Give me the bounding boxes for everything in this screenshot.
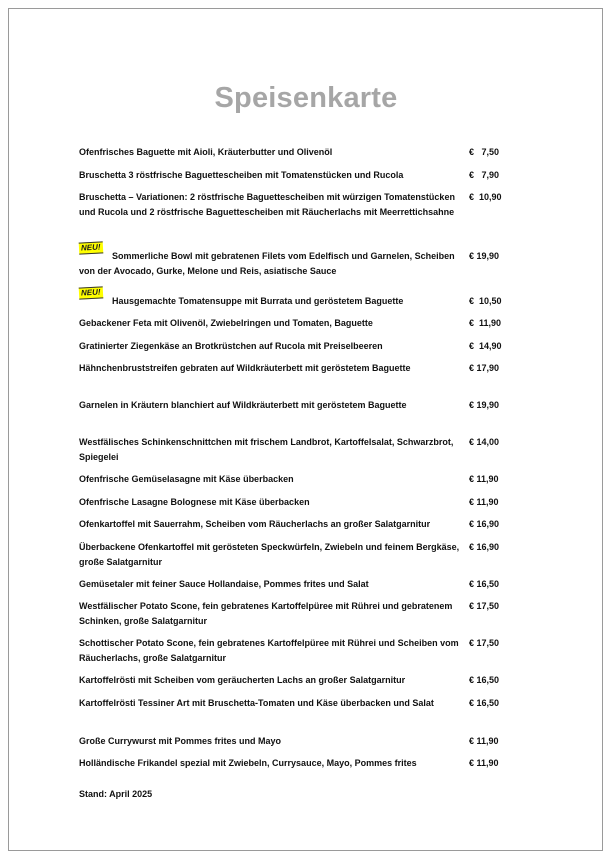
menu-item-description <box>79 145 461 160</box>
menu-item-description <box>79 540 461 570</box>
menu-item-price: € 10,50 <box>469 296 502 306</box>
menu-item-description <box>79 361 461 376</box>
menu-item-description <box>79 495 461 510</box>
menu-item-price: € 17,50 <box>469 638 500 648</box>
menu-item-price: € 7,50 <box>469 147 500 157</box>
menu-item-name: Ofenfrisches Baguette mit Aioli, Kräuterbutter und Olivenöl <box>79 147 333 157</box>
menu-item-description <box>79 242 461 279</box>
menu-item-price: € 16,50 <box>469 698 500 708</box>
menu-item-description <box>79 517 461 532</box>
menu-item-name: Große Currywurst mit Pommes frites und Mayo <box>79 736 282 746</box>
menu-item-description <box>79 398 461 413</box>
menu-item-description <box>79 673 461 688</box>
page-title: Speisenkarte <box>214 82 398 114</box>
menu-item-details: Bergkäse, große Salatgarnitur <box>79 542 460 567</box>
menu-item-price: € 10,90 <box>469 192 502 202</box>
new-badge-label: NEU! <box>79 286 103 299</box>
menu-item-details: Scheiben von der Avocado, Gurke, Melone und Reis, asiatische Sauce <box>79 251 455 276</box>
menu-item-price: € 19,90 <box>469 251 500 261</box>
menu-item-description <box>79 190 461 220</box>
menu-item-name: Hausgemachte Tomatensuppe mit Burrata und geröstetem Baguette <box>112 296 404 306</box>
menu-item-name: Garnelen in Kräutern blanchiert auf Wildkräuterbett mit geröstetem <box>79 400 366 410</box>
stand-date: Stand: April 2025 <box>79 789 153 799</box>
menu-item-price: € 11,90 <box>469 736 499 746</box>
menu-item-name: Ofenfrische Lasagne Bolognese mit Käse überbacken <box>79 497 310 507</box>
menu-item-name: Westfälisches Schinkenschnittchen mit frischem Landbrot, Kartoffelsalat, <box>79 437 395 447</box>
menu-item-price: € 16,90 <box>469 542 500 552</box>
menu-item-description <box>79 636 461 666</box>
menu-item-description <box>79 316 461 331</box>
menu-item-price: € 11,90 <box>469 474 499 484</box>
menu-item-price: € 17,50 <box>469 601 500 611</box>
menu-item-price: € 16,90 <box>469 519 500 529</box>
menu-item-description <box>79 287 461 309</box>
menu-item-description <box>79 472 461 487</box>
menu-item-name: Holländische Frikandel spezial mit Zwiebeln, Currysauce, Mayo, Pommes frites <box>79 758 417 768</box>
menu-item-description <box>79 168 461 183</box>
menu-item-description <box>79 756 461 771</box>
menu-item-description <box>79 696 461 711</box>
menu-item-description <box>79 734 461 749</box>
menu-item-name: Gebackener Feta mit Olivenöl, Zwiebelringen und Tomaten, Baguette <box>79 318 373 328</box>
menu-item-name: Westfälischer Potato Scone, fein gebratenes Kartoffelpüree mit Rührei und <box>79 601 399 611</box>
menu-item-name: Sommerliche Bowl mit gebratenen Filets vom Edelfisch und Garnelen, <box>112 251 413 261</box>
menu-item-details: und Salat <box>390 698 434 708</box>
menu-item-name: Überbackene Ofenkartoffel mit gerösteten Speckwürfeln, Zwiebeln und feinem <box>79 542 414 552</box>
menu-item-price: € 14,00 <box>469 437 500 447</box>
menu-item-details: 2 röstfrische Baguettescheiben mit würzigen Tomatenstücken und Rucola und 2 röstfrische Baguettescheiben mit Räucherlachs mit Meerrettichsahne <box>79 192 455 217</box>
menu-item-name: Bruschetta <box>79 170 127 180</box>
menu-item-details: gebratenem Schinken, große Salatgarnitur <box>79 601 453 626</box>
new-badge <box>79 287 112 306</box>
menu-item-name: Ofenkartoffel mit Sauerrahm, Scheiben vom Räucherlachs an großer Salatgarnitur <box>79 519 431 529</box>
menu-item-description <box>79 599 461 629</box>
menu-item-price: € 7,90 <box>469 170 500 180</box>
menu-item-name: Gratinierter Ziegenkäse an Brotkrüstchen auf Rucola mit Preiselbeeren <box>79 341 383 351</box>
menu-item-name: Ofenfrische Gemüselasagne mit Käse überbacken <box>79 474 294 484</box>
new-badge-label: NEU! <box>79 241 103 254</box>
new-badge <box>79 242 112 261</box>
menu-item-description <box>79 435 461 465</box>
menu-item-price: € 11,90 <box>469 758 499 768</box>
menu-item-price: € 17,90 <box>469 363 500 373</box>
menu-item-price: € 16,50 <box>469 675 500 685</box>
menu-item-details: Baguette <box>365 400 407 410</box>
menu-item-price: € 14,90 <box>469 341 502 351</box>
menu-item-price: € 11,90 <box>469 497 499 507</box>
menu-item-price: € 16,50 <box>469 579 500 589</box>
menu-item-name: Kartoffelrösti mit Scheiben vom geräucherten Lachs an großer Salatgarnitur <box>79 675 406 685</box>
menu-item-description <box>79 577 461 592</box>
menu-item-details: Baguette <box>369 363 411 373</box>
menu-page <box>8 8 603 851</box>
menu-item-name: Hähnchenbruststreifen gebraten auf Wildkräuterbett mit geröstetem <box>79 363 370 373</box>
menu-item-name: Bruschetta – Variationen: <box>79 192 188 202</box>
menu-item-details: Schwarzbrot, Spiegelei <box>79 437 454 462</box>
menu-item-description <box>79 339 461 354</box>
menu-item-details: 3 röstfrische Baguettescheiben mit Tomatenstücken und Rucola <box>126 170 404 180</box>
menu-item-details: Scheiben vom Räucherlachs, große Salatgarnitur <box>79 638 459 663</box>
menu-item-name: Schottischer Potato Scone, fein gebratenes Kartoffelpüree mit Rührei und <box>79 638 396 648</box>
menu-item-price: € 11,90 <box>469 318 502 328</box>
menu-item-name: Gemüsetaler mit feiner Sauce Hollandaise, Pommes frites und Salat <box>79 579 369 589</box>
menu-item-price: € 19,90 <box>469 400 500 410</box>
menu-item-name: Kartoffelrösti Tessiner Art mit Bruschetta-Tomaten und Käse überbacken <box>79 698 391 708</box>
